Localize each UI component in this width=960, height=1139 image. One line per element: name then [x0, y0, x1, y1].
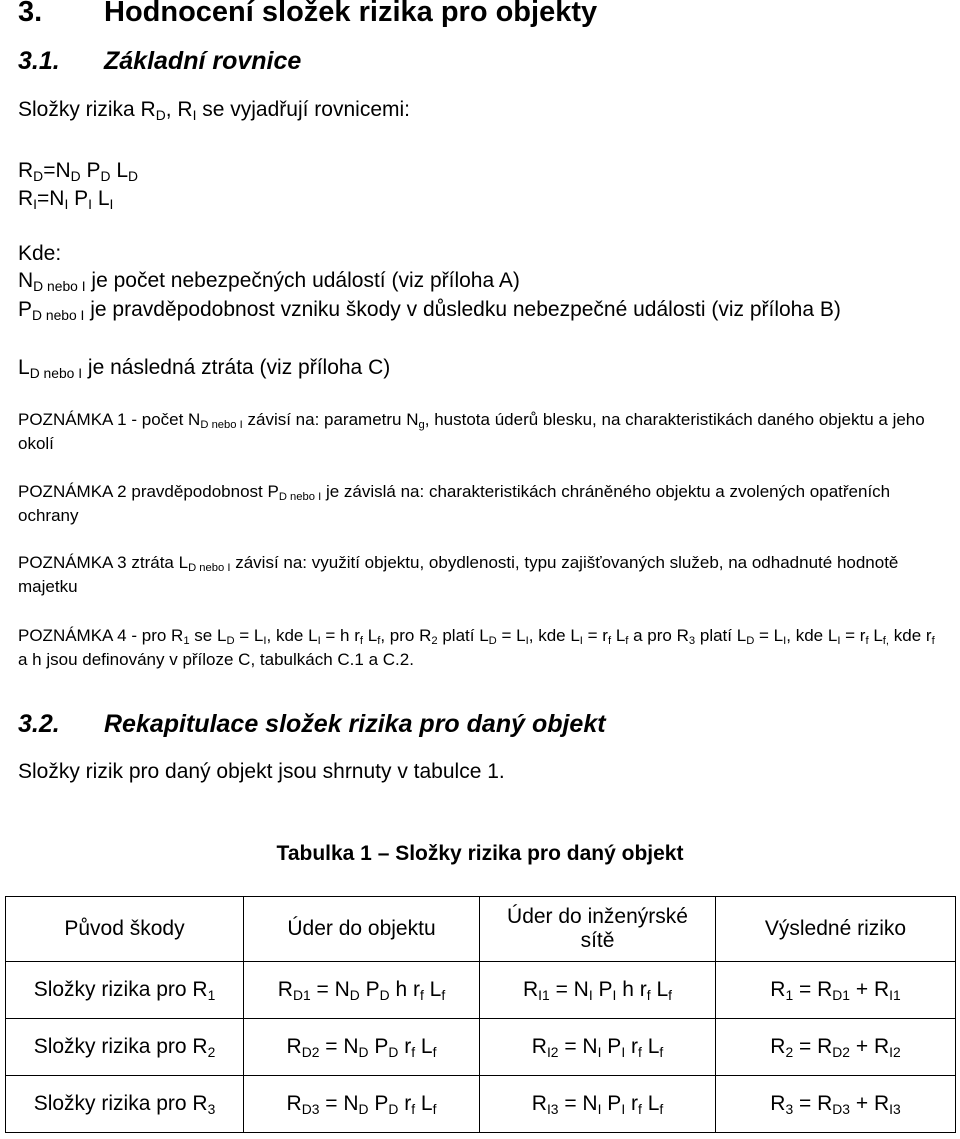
note-4: POZNÁMKA 4 - pro $R_1$ se $L_D = L_I$, kde $L_I = h$ $r_f$ $L_f$, pro $R_2$ platí $L_D = L_I$, kde $L_I = r_f$ $L_f$ a pro $R_3$ platí $L_D = L_I$, kde $L_I = r_f$ $L_{f,}$ kde $r_f$ a h jsou definovány v příloze C, tabulkách C.1 a C.2. — [18, 626, 935, 669]
risk-components-table — [5, 896, 956, 1133]
table-row — [6, 1019, 956, 1076]
section-heading-3-2 — [18, 710, 606, 739]
cell-object-formula: $R_{D3} = N_D$ $P_D$ $r_f$ $L_f$ — [244, 1076, 480, 1133]
summary-sentence: Složky rizik pro daný objekt jsou shrnuty v tabulce 1. — [18, 760, 505, 783]
equation-ri: $R_I=N_I$ $P_I$ $L_I$ — [18, 187, 114, 212]
note-3: POZNÁMKA 3 ztráta $L_{D nebo I}$ závisí na: využití objektu, obydlenosti, typu zajišťovaných služeb, na odhadnuté hodnotě majetku — [18, 553, 899, 596]
section-title: Základní rovnice — [104, 47, 302, 75]
main-heading-number: 3. — [18, 0, 43, 28]
cell-object-formula: $R_{D2} = N_D$ $P_D$ $r_f$ $L_f$ — [244, 1019, 480, 1076]
cell-result-formula: $R_3 = R_{D3} + R_{I3}$ — [716, 1076, 956, 1133]
cell-result-formula: $R_1 = R_{D1} + R_{I1}$ — [716, 962, 956, 1019]
table-row — [6, 962, 956, 1019]
cell-component: Složky rizika pro $R_3$ — [6, 1076, 244, 1133]
note-2: POZNÁMKA 2 pravděpodobnost $P_{D nebo I}$ je závislá na: charakteristikách chráněného objektu a zvolených opatřeních ochrany — [18, 482, 891, 525]
cell-service-formula: $R_{I3} = N_I$ $P_I$ $r_f$ $L_f$ — [480, 1076, 716, 1133]
header-cell-object-strike: Úder do objektu — [244, 897, 480, 962]
definition-l: $L_{D nebo I}$ je následná ztráta (viz příloha C) — [18, 356, 391, 381]
definition-n: $N_{D nebo I}$ je počet nebezpečných událostí (viz příloha A) — [18, 269, 520, 294]
cell-component: Složky rizika pro $R_2$ — [6, 1019, 244, 1076]
cell-object-formula: $R_{D1} = N_D$ $P_D$ h $r_f$ $L_f$ — [244, 962, 480, 1019]
table-row — [6, 1076, 956, 1133]
section-title: Rekapitulace složek rizika pro daný objekt — [104, 710, 606, 738]
header-cell-resulting-risk: Výsledné riziko — [716, 897, 956, 962]
cell-component: Složky rizika pro $R_1$ — [6, 962, 244, 1019]
section-heading-3-1 — [18, 47, 301, 76]
section-number: 3.2. — [18, 710, 60, 738]
table-caption: Tabulka 1 – Složky rizika pro daný objekt — [276, 842, 684, 865]
intro-sentence: Složky rizika $R_D$, $R_I$ se vyjadřují rovnicemi: — [18, 98, 410, 123]
kde-label: Kde: — [18, 242, 62, 265]
header-cell-origin: Původ škody — [6, 897, 244, 962]
section-number: 3.1. — [18, 47, 60, 75]
equation-rd: $R_D=N_D$ $P_D$ $L_D$ — [18, 159, 139, 184]
cell-service-formula: $R_{I2} = N_I$ $P_I$ $r_f$ $L_f$ — [480, 1019, 716, 1076]
main-heading-title: Hodnocení složek rizika pro objekty — [104, 0, 598, 28]
main-heading — [18, 0, 597, 29]
header-cell-service-strike: Úder do inženýrské sítě — [480, 897, 716, 962]
cell-result-formula: $R_2 = R_{D2} + R_{I2}$ — [716, 1019, 956, 1076]
note-1: POZNÁMKA 1 - počet $N_{D nebo I}$ závisí na: parametru $N_g$, hustota úderů blesku, na charakteristikách daného objektu a jeho okolí — [18, 410, 925, 453]
cell-service-formula: $R_{I1} = N_I$ $P_I$ h $r_f$ $L_f$ — [480, 962, 716, 1019]
table-header-row — [6, 897, 956, 962]
definition-p: $P_{D nebo I}$ je pravděpodobnost vzniku škody v důsledku nebezpečné události (viz příloha B) — [18, 298, 841, 323]
